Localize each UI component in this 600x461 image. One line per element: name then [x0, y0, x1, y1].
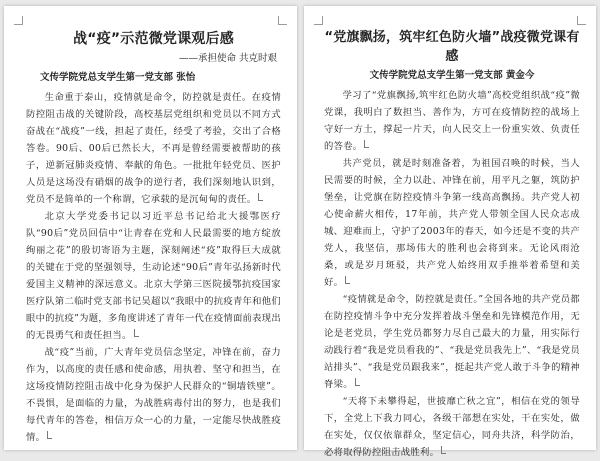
- paragraph: 生命重于泰山，疫情就是命令，防控就是责任。在疫情防控阻击战的关键阶段，高校基层党组织和党员以不同方式奋战在“战疫”一线，担起了责任，经受了考验，交出了合格答卷。90后、00后已然长大，不再是曾经需要被帮助的孩子，逆新冠肺炎疫情、奉献的角色。一批批年轻党员、医护人员是这场没有硝烟的战争的逆行者，我们深刻地认识到，党员不是简单的一个称谓，它承载的是沉甸甸的责任。: [26, 92, 281, 205]
- paragraph-mark-icon: [364, 140, 370, 149]
- paragraph: 学习了“党旗飘扬,筑牢红色防火墙”高校党组织战“疫”微党课，我明白了数担当、善作为，方可在疫情防控的战场上守好一方土，撑起一片天，向人民交上一份重实效、负责任的答卷。: [324, 90, 580, 152]
- margin-corner-mark: [14, 16, 23, 25]
- document-subtitle: ——承担使命 共克时艰: [178, 53, 277, 64]
- paragraph-mark-icon: [258, 193, 264, 202]
- document-title: “党旗飘扬，筑牢红色防火墙”战疫微党课有感: [324, 30, 580, 64]
- paragraph-mark-icon: [47, 431, 53, 440]
- page-content[interactable]: [26, 20, 281, 446]
- author-line: 文传学院党总支学生第一党支部 黄金今: [369, 70, 535, 81]
- author-line: 文传学院党总支学生第一党支部 张怡: [40, 72, 196, 83]
- paragraph-mark-icon: [441, 446, 447, 455]
- paragraph-mark-icon: [134, 329, 140, 338]
- margin-corner-mark: [314, 16, 323, 25]
- paragraph-mark-icon: [345, 276, 351, 285]
- paragraph: 战“疫”当前，广大青年党员信念坚定，冲锋在前，奋力作为，以高度的责任感和使命感，用执着、坚守和担当，在这场疫情防控阻击战中化身为保护人民群众的“铜墙铁壁”。不畏惧，是面临的力量，为战胜病毒付出的努力，也是我们每代青年的答卷，相信万众一心的力量，一定能尽快战胜疫情。: [26, 347, 281, 443]
- document-page-left: [4, 6, 297, 450]
- document-title: 战“疫”示范微党课观后感: [73, 31, 234, 47]
- paragraph: “天将下未攀得起，世披靡亡秋之宜”，相信在党的领导下，全党上下我力同心，各级干部想在实处，干在实处，做在实处，仅仅依靠群众，坚定信心，同舟共济，科学防治，必将取得防控阻击战胜利。: [324, 396, 580, 458]
- paragraph: 北京大学党委书记以习近平总书记给北大援鄂医疗队“90后”党员回信中“让青春在党和人民最需要的地方绽放绚丽之花”的殷切寄语为主题，深刻阐述“疫”取得巨大成就的关键在于党的坚强领导，生动论述“90后”青年弘扬新时代爱国主义精神的深远意义。北京大学第三医院援鄂抗疫国家医疗队第二临时党支部书记吴超以“我眼中的抗疫青年和他们眼中的抗疫”为题，多角度讲述了青年一代在疫情面前表现出的无畏勇气和责任担当。: [26, 211, 281, 341]
- document-page-right: [304, 6, 596, 458]
- paragraph: 共产党员，就是时刻准备着，为祖国召唤的时候，当人民需要的时候，全力以赴、冲锋在前，用平凡之躯，筑防护堡垒，让党旗在防控疫情斗争第一线高高飘扬。共产党人初心使命薪火相传，17年前，共产党人带领全国人民众志成城、迎难而上，守护了2003年的春天，如今还是不变的共产党人，我坚信，那场伟大的胜利也会将到来。无论风雨沧桑，或是岁月斑驳，共产党人始终用双手推举着希望和美好。: [324, 158, 580, 288]
- paragraph: “疫情就是命令，防控就是责任。”全国各地的共产党员都在防控疫情斗争中充分发挥着战斗堡垒和先锋模范作用，无论是老党员，学生党员都努力尽自己最大的力量，用实际行动践行着“我是党员看我的”、“我是党员我先上”、“我是党员站排头”、“我是党员跟我来”，挺起共产党人敢于斗争的精神脊梁。: [324, 294, 580, 390]
- page-content[interactable]: [324, 20, 580, 461]
- paragraph-mark-icon: [355, 378, 361, 387]
